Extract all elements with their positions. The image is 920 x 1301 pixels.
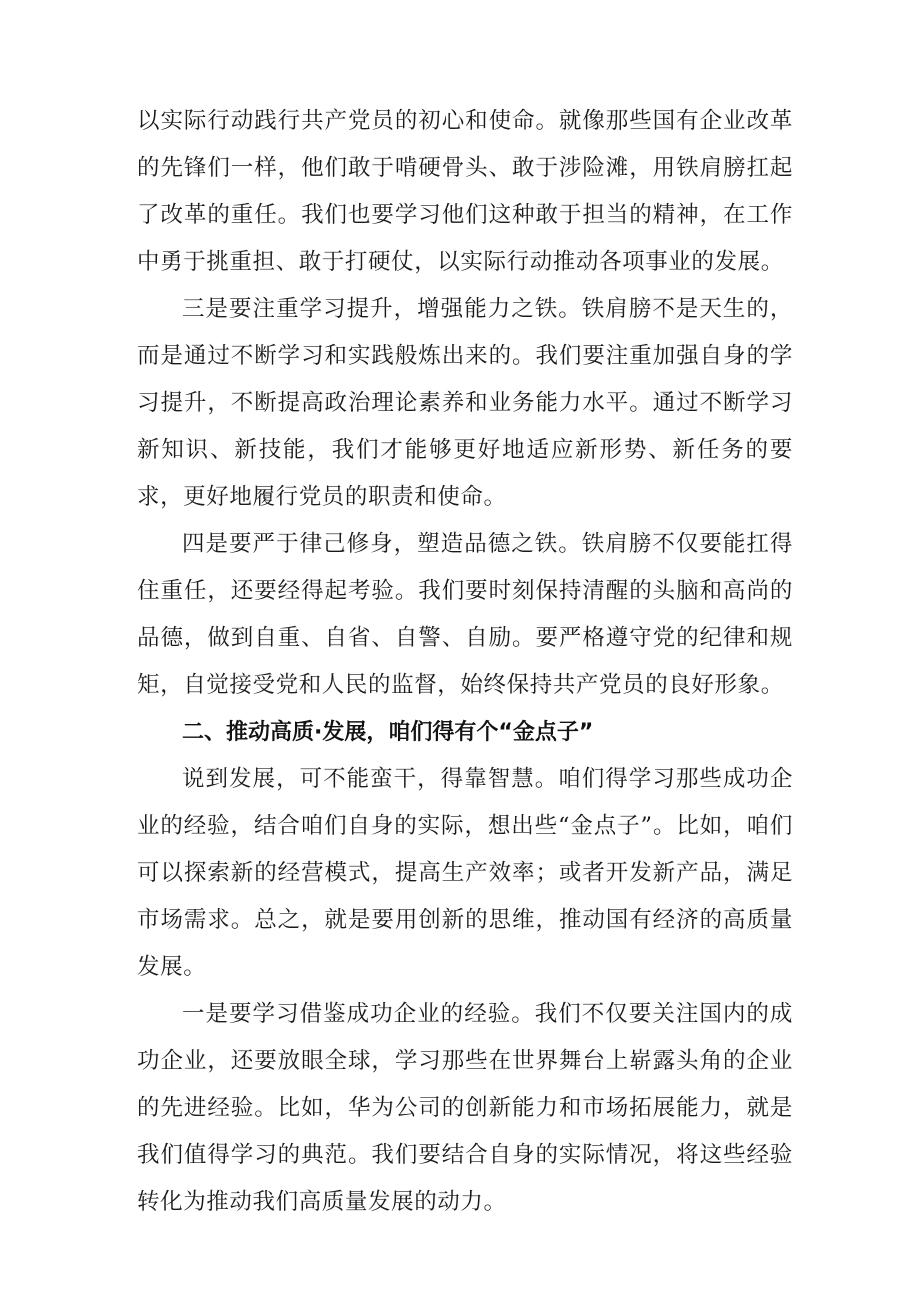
paragraph-self-discipline: 四是要严于律己修身，塑造品德之铁。铁肩膀不仅要能扛得住重任，还要经得起考验。我们要时刻保持清醒的头脑和高尚的品德，做到自重、自省、自警、自励。要严格遵守党的纪律和规矩，自觉接受党和人民的监督，始终保持共产党员的良好形象。 xyxy=(137,531,793,698)
paragraph-learning-improvement: 三是要注重学习提升，增强能力之铁。铁肩膀不是天生的，而是通过不断学习和实践般炼出来的。我们要注重加强自身的学习提升，不断提高政治理论素养和业务能力水平。通过不断学习新知识、新技能，我们才能够更好地适应新形势、新任务的要求，更好地履行党员的职责和使命。 xyxy=(137,296,793,510)
paragraph-learn-from-enterprises: 一是要学习借鉴成功企业的经验。我们不仅要关注国内的成功企业，还要放眼全球，学习那些在世界舞台上崭露头角的企业的先进经验。比如，华为公司的创新能力和市场拓展能力，就是我们值得学习的典范。我们要结合自身的实际情况，将这些经验转化为推动我们高质量发展的动力。 xyxy=(137,1001,793,1215)
document-body xyxy=(137,98,793,1226)
paragraph-continuation: 以实际行动践行共产党员的初心和使命。就像那些国有企业改革的先锋们一样，他们敢于啃硬骨头、敢于涉险滩，用铁肩膀扛起了改革的重任。我们也要学习他们这种敢于担当的精神，在工作中勇于挑重担、敢于打硬仗，以实际行动推动各项事业的发展。 xyxy=(137,108,793,275)
paragraph-development-wisdom: 说到发展，可不能蛮干，得靠智慧。咱们得学习那些成功企业的经验，结合咱们自身的实际，想出些“金点子”。比如，咱们可以探索新的经营模式，提高生产效率；或者开发新产品，满足市场需求。总之，就是要用创新的思维，推动国有经济的高质量发展。 xyxy=(137,766,793,980)
section-heading: 二、推动高质·发展，咱们得有个“金点子” xyxy=(182,720,594,745)
